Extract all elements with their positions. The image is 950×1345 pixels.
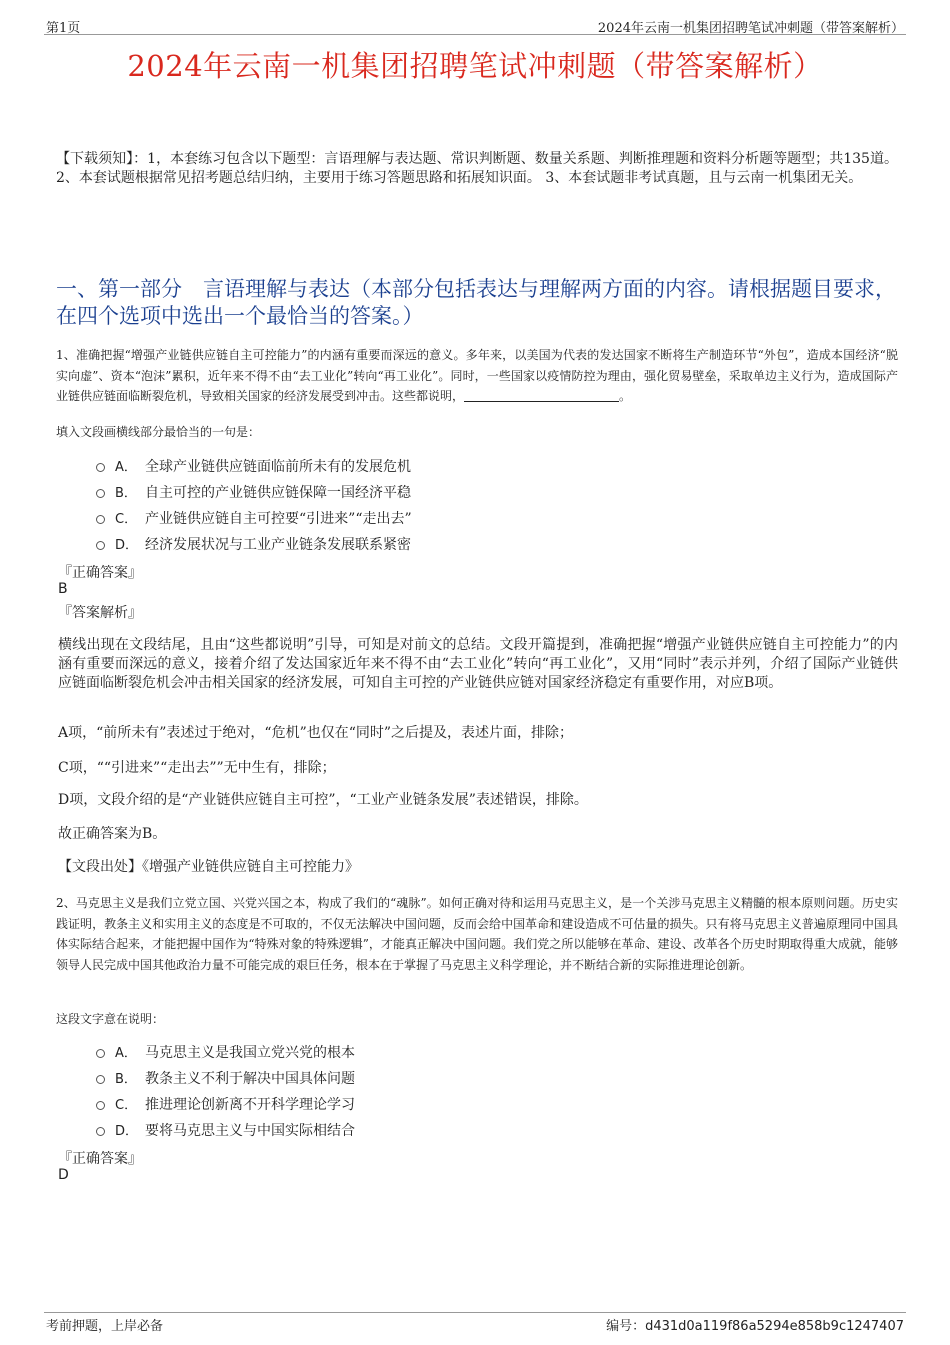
question-2-answer-label: 『正确答案』 (58, 1151, 142, 1167)
question-1-conclusion: 故正确答案为B。 (58, 826, 167, 842)
footer-code (606, 1315, 904, 1334)
section-heading: 一、第一部分 言语理解与表达（本部分包括表达与理解两方面的内容。请根据题目要求，在四个选项中选出一个最恰当的答案。） (56, 277, 896, 328)
radio-icon[interactable] (96, 489, 105, 498)
footer-slogan: 考前押题，上岸必备 (46, 1319, 164, 1334)
question-1-answer-label: 『正确答案』 (58, 565, 142, 581)
option-text: 自主可控的产业链供应链保障一国经济平稳 (145, 485, 411, 501)
question-2-option-a[interactable]: A． 马克思主义是我国立党兴党的根本 (96, 1042, 355, 1062)
question-1-option-b[interactable]: B． 自主可控的产业链供应链保障一国经济平稳 (96, 482, 411, 502)
question-1-analysis-d: D项，文段介绍的是“产业链供应链自主可控”，“工业产业链条发展”表述错误，排除。 (58, 792, 588, 808)
footer-code-label: 编号： (606, 1319, 646, 1334)
question-1-analysis-a: A项，“前所未有”表述过于绝对，“危机”也仅在“同时”之后提及，表述片面，排除； (58, 725, 574, 741)
option-text: 产业链供应链自主可控要“引进来”“走出去” (145, 511, 412, 527)
question-2-prompt: 这段文字意在说明： (56, 1012, 165, 1026)
fill-blank-line (464, 389, 619, 402)
option-text: 全球产业链供应链面临前所未有的发展危机 (145, 459, 411, 475)
question-2-option-d[interactable]: D． 要将马克思主义与中国实际相结合 (96, 1120, 355, 1140)
option-text: 推进理论创新离不开科学理论学习 (145, 1097, 355, 1113)
question-1-stem-text: 1、准确把握“增强产业链供应链自主可控能力”的内涵有重要而深远的意义。多年来，以美国为代表的发达国家不断将生产制造环节“外包”，造成本国经济“脱实向虚”、资本“泡沫”累积，近年来不得不由“去工业化”转向“再工业化”。同时，一些国家以疫情防控为理由，强化贸易壁垒，采取单边主义行为，造成国际产业链供应链面临断裂危机，导致相关国家的经济发展受到冲击。这些都说明， (56, 348, 898, 403)
question-1-analysis-label: 『答案解析』 (58, 605, 142, 621)
footer-code-value: d431d0a119f86a5294e858b9c1247407 (645, 1319, 904, 1334)
question-1-analysis-paragraph: 横线出现在文段结尾，且由“这些都说明”引导，可知是对前文的总结。文段开篇提到，准确把握“增强产业链供应链自主可控能力”的内涵有重要而深远的意义，接着介绍了发达国家近年来不得不由“去工业化”转向“再工业化”，又用“同时”表示并列，介绍了国际产业链供应链面临断裂危机会冲击相关国家的经济发展，可知自主可控的产业链供应链对国家经济稳定有重要作用，对应B项。 (58, 637, 898, 691)
radio-icon[interactable] (96, 1127, 105, 1136)
footer-divider (44, 1312, 906, 1313)
question-1-prompt: 填入文段画横线部分最恰当的一句是： (56, 425, 261, 439)
question-2-option-b[interactable]: B． 教条主义不利于解决中国具体问题 (96, 1068, 355, 1088)
question-1-analysis-c: C项，““引进来”“走出去””无中生有，排除； (58, 760, 336, 776)
question-2-option-c[interactable]: C． 推进理论创新离不开科学理论学习 (96, 1094, 355, 1114)
header-divider (44, 34, 906, 35)
option-text: 经济发展状况与工业产业链条发展联系紧密 (145, 537, 411, 553)
question-2-answer: D (58, 1167, 69, 1183)
option-text: 马克思主义是我国立党兴党的根本 (145, 1045, 355, 1061)
question-1-answer: B (58, 581, 68, 597)
radio-icon[interactable] (96, 515, 105, 524)
question-2-stem: 2、马克思主义是我们立党立国、兴党兴国之本，构成了我们的“魂脉”。如何正确对待和运用马克思主义，是一个关涉马克思主义精髓的根本原则问题。历史实践证明，教条主义和实用主义的态度是不可取的，不仅无法解决中国问题，反而会给中国革命和建设造成不可估量的损失。只有将马克思主义普遍原理同中国具体实际结合起来，才能把握中国作为“特殊对象的特殊逻辑”，才能真正解决中国问题。我们党之所以能够在革命、建设、改革各个历史时期取得重大成就，能够领导人民完成中国其他政治力量不可能完成的艰巨任务，根本在于掌握了马克思主义科学理论，并不断结合新的实际推进理论创新。 (56, 896, 898, 972)
radio-icon[interactable] (96, 541, 105, 550)
question-1-stem-end: 。 (619, 389, 632, 403)
radio-icon[interactable] (96, 1101, 105, 1110)
document-title: 2024年云南一机集团招聘笔试冲刺题（带答案解析） (127, 49, 823, 83)
question-1-stem (56, 345, 898, 407)
radio-icon[interactable] (96, 463, 105, 472)
option-text: 教条主义不利于解决中国具体问题 (145, 1071, 355, 1087)
question-1-option-d[interactable]: D． 经济发展状况与工业产业链条发展联系紧密 (96, 534, 411, 554)
option-text: 要将马克思主义与中国实际相结合 (145, 1123, 355, 1139)
question-1-option-a[interactable]: A． 全球产业链供应链面临前所未有的发展危机 (96, 456, 411, 476)
running-header-title: 2024年云南一机集团招聘笔试冲刺题（带答案解析） (597, 21, 904, 36)
radio-icon[interactable] (96, 1075, 105, 1084)
radio-icon[interactable] (96, 1049, 105, 1058)
question-1-source: 【文段出处】《增强产业链供应链自主可控能力》 (58, 859, 359, 875)
question-1-option-c[interactable]: C． 产业链供应链自主可控要“引进来”“走出去” (96, 508, 412, 528)
page-number: 第1页 (46, 21, 81, 36)
download-notice: 【下载须知】：1，本套练习包含以下题型：言语理解与表达题、常识判断题、数量关系题、判断推理题和资料分析题等题型；共135道。 2、本套试题根据常见招考题总结归纳，主要用于练习答题思路和拓展知识面。 3、本套试题非考试真题，且与云南一机集团无关。 (56, 151, 898, 186)
